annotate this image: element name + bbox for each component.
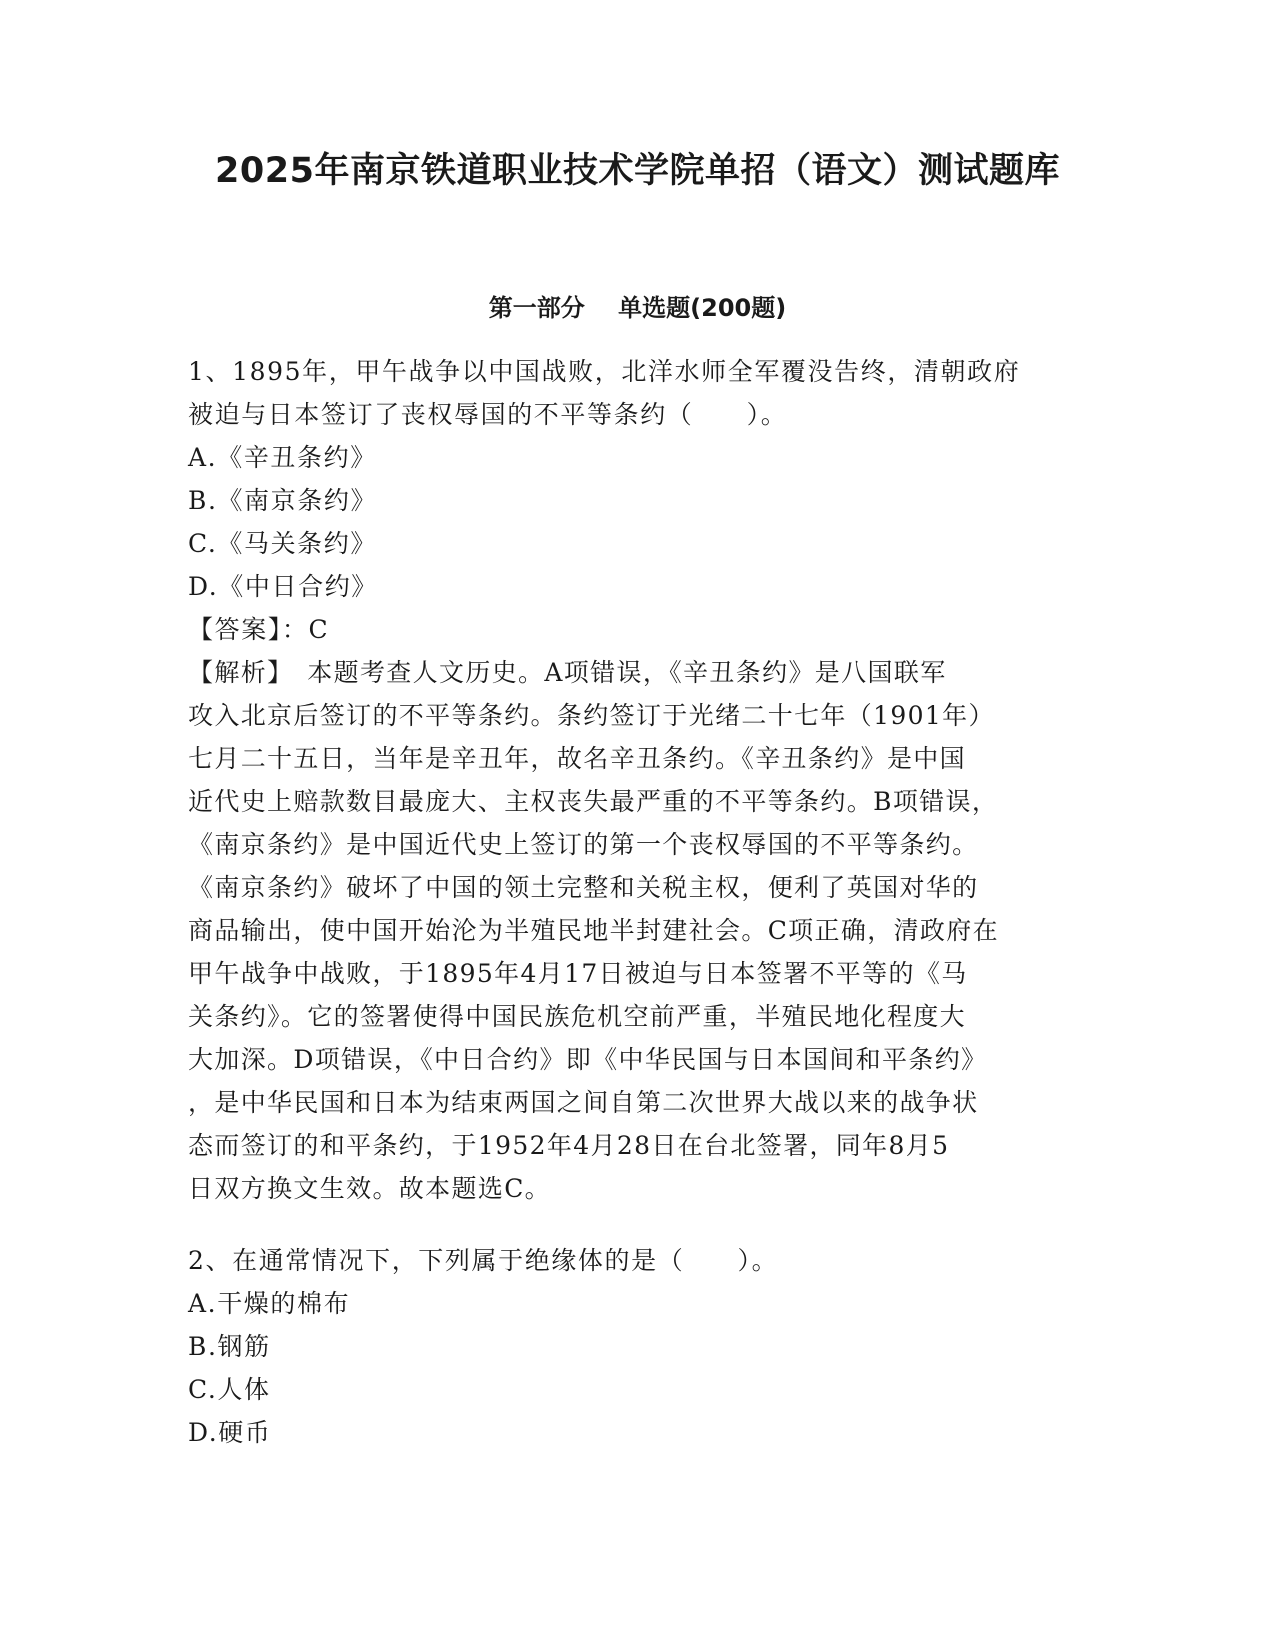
question-1-option-d: D.《中日合约》 <box>188 572 378 601</box>
question-1-explanation-line-4: 近代史上赔款数目最庞大、主权丧失最严重的不平等条约。B项错误， <box>188 787 999 816</box>
section-heading: 第一部分 单选题(200题) <box>488 294 787 322</box>
question-1-stem-line-2: 被迫与日本签订了丧权辱国的不平等条约（ ）。 <box>188 400 788 429</box>
question-1-explanation-line-8: 甲午战争中战败，于1895年4月17日被迫与日本签署不平等的《马 <box>188 959 968 988</box>
question-2-stem-line-1: 2、在通常情况下，下列属于绝缘体的是（ ）。 <box>188 1246 779 1275</box>
question-2-option-c: C.人体 <box>188 1375 271 1404</box>
question-1-stem-line-1: 1、1895年，甲午战争以中国战败，北洋水师全军覆没告终，清朝政府 <box>188 357 1021 386</box>
question-1 <box>188 350 1088 1210</box>
question-1-explanation-line-11: ，是中华民国和日本为结束两国之间自第二次世界大战以来的战争状 <box>188 1088 979 1117</box>
question-1-explanation-line-13: 日双方换文生效。故本题选C。 <box>188 1174 552 1203</box>
question-1-explanation-line-5: 《南京条约》是中国近代史上签订的第一个丧权辱国的不平等条约。 <box>188 830 979 859</box>
question-2 <box>188 1239 1088 1454</box>
question-1-explanation-line-12: 态而签订的和平条约，于1952年4月28日在台北签署，同年8月5 <box>188 1131 950 1160</box>
document-title: 2025年南京铁道职业技术学院单招（语文）测试题库 <box>215 151 1060 191</box>
question-2-option-d: D.硬币 <box>188 1418 272 1447</box>
question-1-answer: 【答案】：C <box>188 615 330 644</box>
question-1-explanation-line-2: 攻入北京后签订的不平等条约。条约签订于光绪二十七年（1901年） <box>188 701 995 730</box>
question-2-option-a: A.干燥的棉布 <box>188 1289 351 1318</box>
question-1-option-b: B.《南京条约》 <box>188 486 378 515</box>
question-1-explanation-line-9: 关条约》。它的签署使得中国民族危机空前严重，半殖民地化程度大 <box>188 1002 967 1031</box>
question-1-explanation-line-6: 《南京条约》破坏了中国的领土完整和关税主权，便利了英国对华的 <box>188 873 979 902</box>
question-1-option-a: A.《辛丑条约》 <box>188 443 377 472</box>
question-1-option-c: C.《马关条约》 <box>188 529 377 558</box>
question-1-explanation-line-10: 大加深。D项错误，《中日合约》即《中华民国与日本国间和平条约》 <box>188 1045 988 1074</box>
question-2-option-b: B.钢筋 <box>188 1332 271 1361</box>
question-1-explanation-line-1: 【解析】 本题考查人文历史。A项错误，《辛丑条约》是八国联军 <box>188 658 947 687</box>
question-1-explanation-line-7: 商品输出，使中国开始沦为半殖民地半封建社会。C项正确，清政府在 <box>188 916 999 945</box>
question-1-explanation-line-3: 七月二十五日，当年是辛丑年，故名辛丑条约。《辛丑条约》是中国 <box>188 744 967 773</box>
